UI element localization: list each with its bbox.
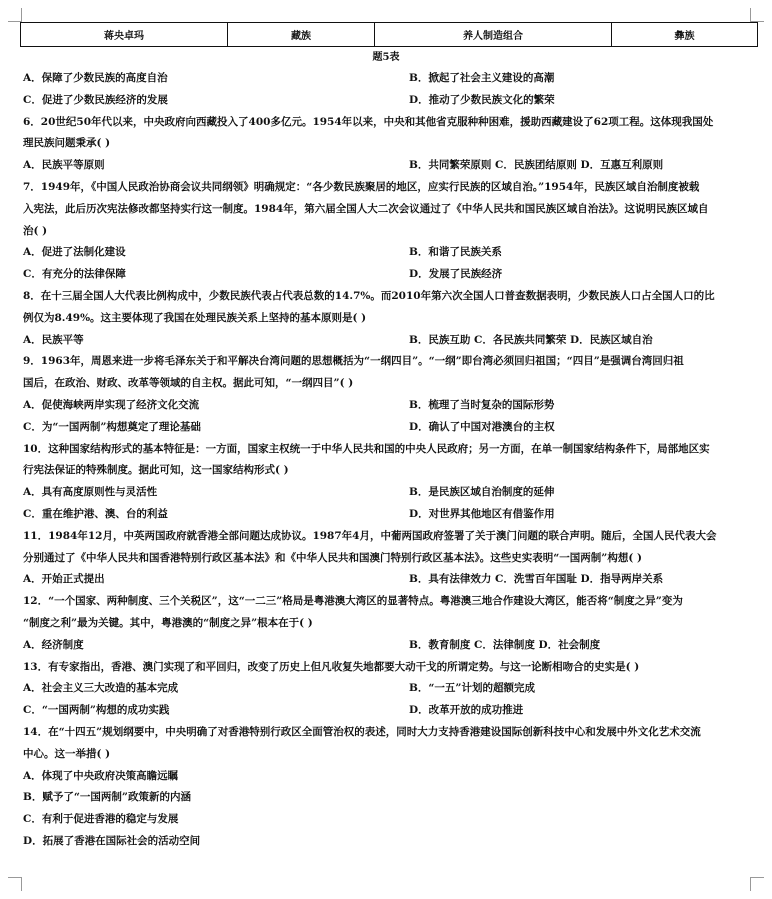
q6-option-bcd[interactable]: B．共同繁荣原则 C．民族团结原则 D．互惠互利原则 [409,159,664,172]
q10-options-row-2 [23,504,759,526]
q9-option-d[interactable]: D．确认了中国对港澳台的主权 [409,420,555,433]
table-cell: 彝族 [612,23,758,47]
q10-options-row-1 [23,482,759,504]
q7-options-row-1 [23,242,759,264]
crop-mark-bottom-left [8,877,22,891]
q7-option-c[interactable]: C．有充分的法律保障 [23,268,126,281]
q9-option-c[interactable]: C．为“一国两制”构想奠定了理论基础 [23,420,201,433]
q9-stem: 9．1963年，周恩来进一步将毛泽东关于和平解决台湾问题的思想概括为“一纲四目”。“一纲”即台湾必须回归祖国；“四目”是强调台湾回归祖 [23,355,684,368]
q8-stem: 8．在十三届全国人大代表比例构成中，少数民族代表占代表总数的14.7%。而2010年第六次全国人口普查数据表明，少数民族人口占全国人口的比 [23,289,715,302]
q13-options-row-1 [23,678,759,700]
q14-option-c[interactable]: C．有利于促进香港的稳定与发展 [23,813,179,826]
question-5-table [20,22,758,47]
q14-stem: 14．在“十四五”规划纲要中，中央明确了对香港特别行政区全面管治权的表述，同时大力支持香港建设国际创新科技中心和发展中外文化艺术交流 [23,725,701,738]
q7-option-d[interactable]: D．发展了民族经济 [409,268,503,281]
q8-options [23,330,759,352]
table-cell: 藏族 [228,23,375,47]
q6-stem: 理民族问题秉承( ) [23,137,111,150]
q12-option-a[interactable]: A．经济制度 [23,638,84,651]
q7-options-row-2 [23,264,759,286]
table-row [21,23,758,47]
q10-option-d[interactable]: D．对世界其他地区有借鉴作用 [409,507,555,520]
q13-option-d[interactable]: D．改革开放的成功推进 [409,704,524,717]
q11-stem: 分别通过了《中华人民共和国香港特别行政区基本法》和《中华人民共和国澳门特别行政区基本法》。这些史实表明“一国两制”构想( ) [23,551,642,564]
crop-mark-top-left [8,8,22,22]
q14-option-a[interactable]: A．体现了中央政府决策高瞻远瞩 [23,769,179,782]
q10-option-b[interactable]: B．是民族区域自治制度的延伸 [409,486,555,499]
q7-option-b[interactable]: B．和谐了民族关系 [409,246,502,259]
table-cell: 蒋央卓玛 [21,23,228,47]
q7-option-a[interactable]: A．促进了法制化建设 [23,246,126,259]
q6-option-a[interactable]: A．民族平等原则 [23,159,105,172]
q14-option-b[interactable]: B．赋予了“一国两制”政策新的内涵 [23,791,191,804]
q10-option-c[interactable]: C．重在维护港、澳、台的利益 [23,507,168,520]
q6-options [23,155,759,177]
q13-option-c[interactable]: C．“一国两制”构想的成功实践 [23,704,170,717]
q13-options-row-2 [23,700,759,722]
q14-option-d[interactable]: D．拓展了香港在国际社会的活动空间 [23,834,201,847]
q5-option-c[interactable]: C．促进了少数民族经济的发展 [23,93,168,106]
q10-option-a[interactable]: A．具有高度原则性与灵活性 [23,486,158,499]
q12-option-bcd[interactable]: B．教育制度 C．法律制度 D．社会制度 [409,638,601,651]
q11-stem: 11．1984年12月，中英两国政府就香港全部问题达成协议。1987年4月，中葡两国政府签署了关于澳门问题的联合声明。随后，全国人民代表大会 [23,529,717,542]
q10-stem: 行宪法保证的特殊制度。据此可知，这一国家结构形式( ) [23,464,289,477]
crop-mark-bottom-right [750,877,764,891]
q12-stem: 12．“一个国家、两种制度、三个关税区”，这“一二三”格局是粤港澳大湾区的显著特点。粤港澳三地合作建设大湾区，能否将“制度之异”变为 [23,595,683,608]
q8-option-a[interactable]: A．民族平等 [23,333,84,346]
q12-options [23,635,759,657]
table-caption: 题5表 [372,52,400,63]
q5-options-row-2 [23,90,759,112]
q14-stem: 中心。这一举措( ) [23,747,111,760]
q11-option-bcd[interactable]: B．具有法律效力 C．洗雪百年国耻 D．指导两岸关系 [409,573,664,586]
q7-stem: 7．1949年，《中国人民政治协商会议共同纲领》明确规定：“各少数民族聚居的地区，应实行民族的区域自治。”1954年，民族区域自治制度被载 [23,180,700,193]
question-list [23,68,759,853]
crop-mark-top-right [750,8,764,22]
q9-options-row-2 [23,417,759,439]
q8-option-bcd[interactable]: B．民族互助 C．各民族共同繁荣 D．民族区域自治 [409,333,653,346]
q7-stem: 入宪法，此后历次宪法修改都坚持实行这一制度。1984年，第六届全国人大二次会议通过了《中华人民共和国民族区域自治法》。这说明民族区域自 [23,202,709,215]
q5-option-d[interactable]: D．推动了少数民族文化的繁荣 [409,93,555,106]
q5-options-row-1 [23,68,759,90]
q10-stem: 10．这种国家结构形式的基本特征是：一方面，国家主权统一于中华人民共和国的中央人民政府；另一方面，在单一制国家结构条件下，局部地区实 [23,442,710,455]
q9-options-row-1 [23,395,759,417]
q13-stem: 13．有专家指出，香港、澳门实现了和平回归，改变了历史上但凡收复失地都要大动干戈的所谓定势。与这一论断相吻合的史实是( ) [23,660,640,673]
q5-option-a[interactable]: A．保障了少数民族的高度自治 [23,72,168,84]
q13-option-a[interactable]: A．社会主义三大改造的基本完成 [23,682,179,695]
q7-stem: 治( ) [23,224,48,237]
q9-option-a[interactable]: A．促使海峡两岸实现了经济文化交流 [23,398,200,411]
q9-option-b[interactable]: B．梳理了当时复杂的国际形势 [409,398,555,411]
q6-stem: 6．20世纪50年代以来，中央政府向西藏投入了400多亿元。1954年以来，中央和其他省克服种种困难，援助西藏建设了62项工程。这体现我国处 [23,115,714,128]
q12-stem: “制度之利”最为关键。其中，粤港澳的“制度之异”根本在于( ) [23,616,313,629]
q11-option-a[interactable]: A．开始正式提出 [23,573,105,586]
table-cell: 养人制造组合 [375,23,612,47]
q8-stem: 例仅为8.49%。这主要体现了我国在处理民族关系上坚持的基本原则是( ) [23,311,367,324]
q11-options [23,569,759,591]
q13-option-b[interactable]: B．“一五”计划的超额完成 [409,682,535,695]
q5-option-b[interactable]: B．掀起了社会主义建设的高潮 [409,72,555,84]
q9-stem: 国后，在政治、财政、改革等领域的自主权。据此可知，“一纲四目”( ) [23,377,354,390]
